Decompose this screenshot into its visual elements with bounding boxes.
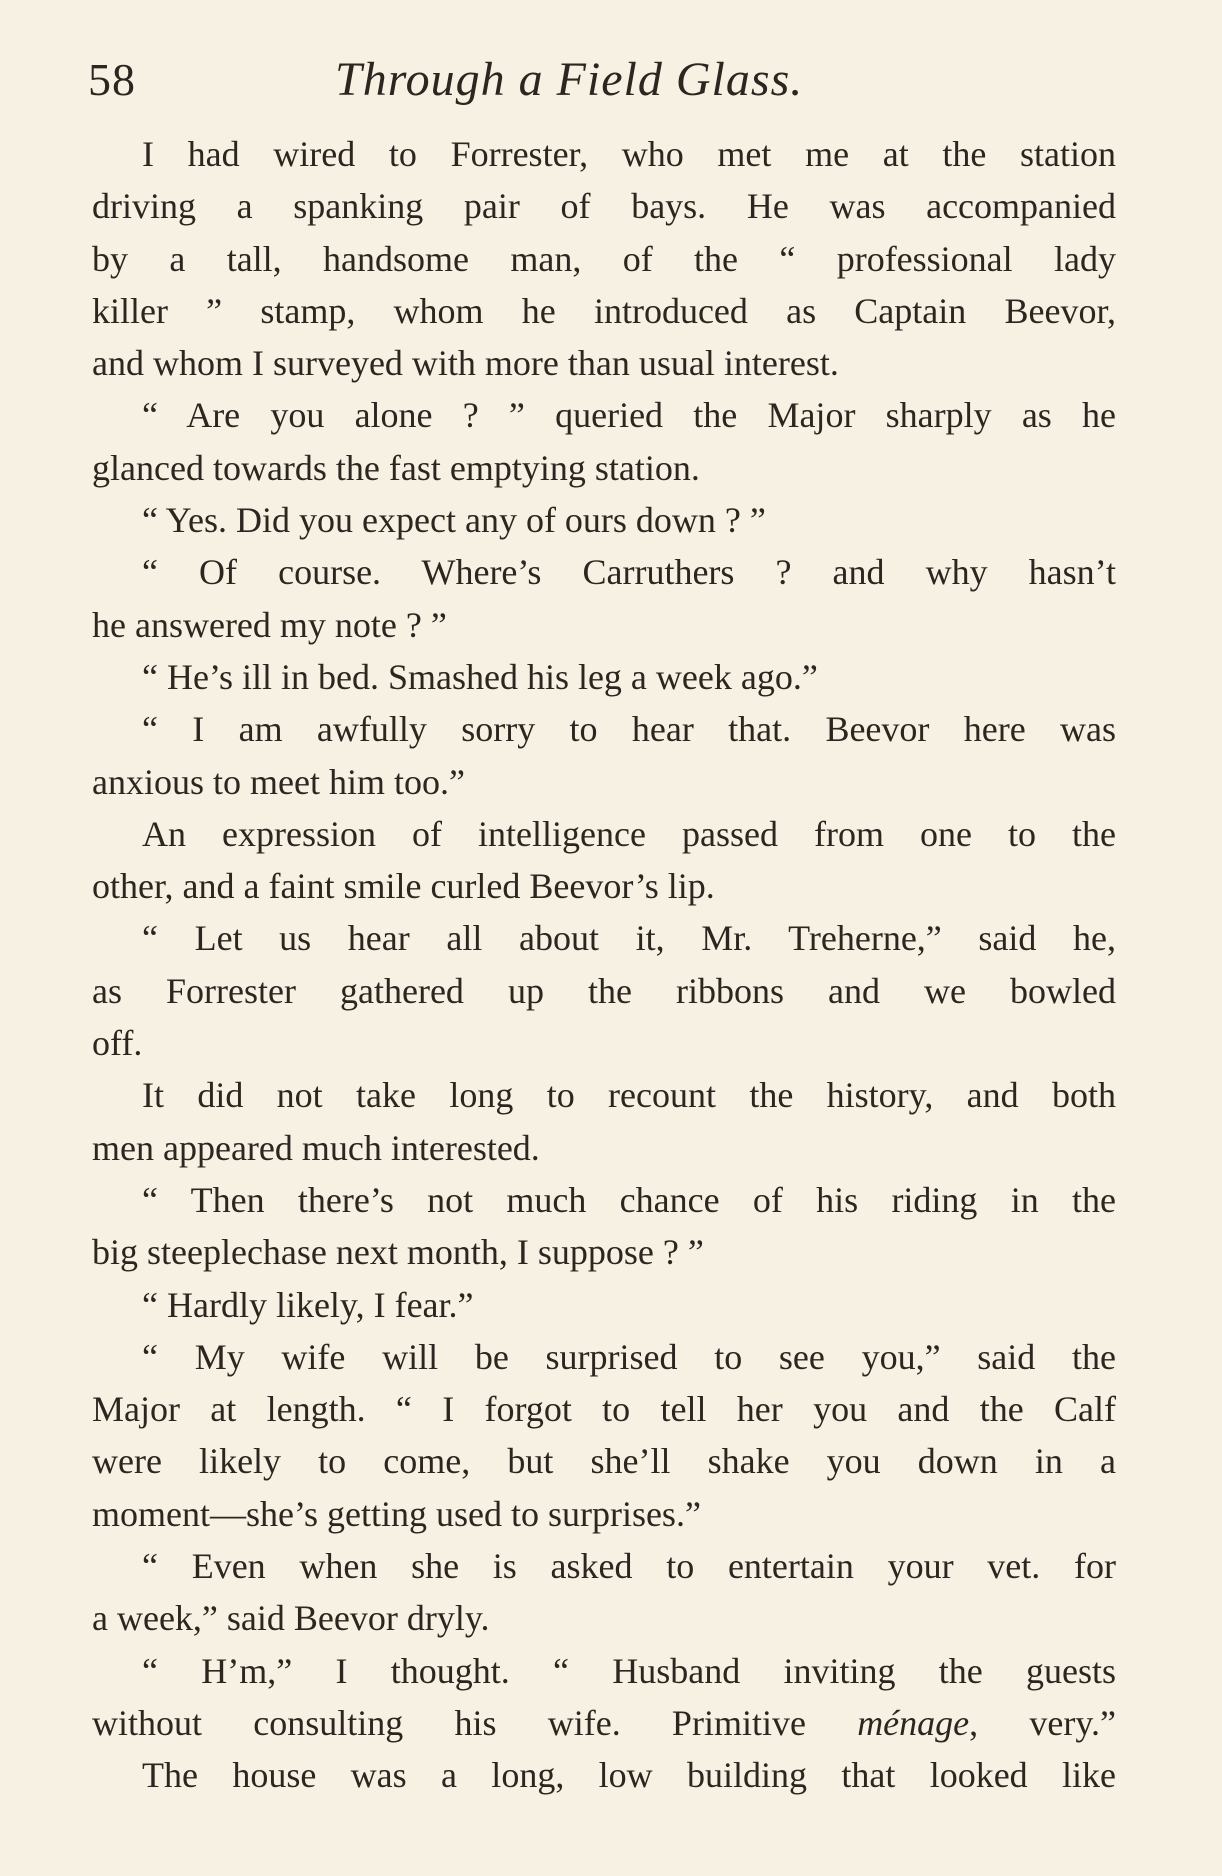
body-text [92,128,1116,1802]
text-line: driving a spanking pair of bays. He was accompanied [92,186,1116,227]
text-line: as Forrester gathered up the ribbons and we bowled [92,970,1116,1011]
text-line [92,1697,1116,1749]
text-line: I had wired to Forrester, who met me at the station [142,134,1116,174]
text-line: and whom I surveyed with more than usual interest. [92,343,839,384]
text-line: It did not take long to recount the history, and both [142,1075,1116,1116]
text-line: men appeared much interested. [92,1127,540,1168]
text-line: “ Even when she is asked to entertain your vet. for [142,1546,1116,1587]
text-line: a week,” said Beevor dryly. [92,1598,490,1639]
text-line: “ Yes. Did you expect any of ours down ? ” [142,500,766,541]
text-line: “ He’s ill in bed. Smashed his leg a week ago.” [142,656,818,697]
text-line: “ H’m,” I thought. “ Husband inviting the guests [142,1650,1116,1691]
page-header [88,48,1128,118]
text-line: he answered my note ? ” [92,604,447,645]
page-number: 58 [88,54,136,105]
text-line: moment—she’s getting used to surprises.” [92,1493,701,1534]
text-line: An expression of intelligence passed from one to the [142,813,1116,854]
text-line: by a tall, handsome man, of the “ professional lady [92,238,1116,279]
text-line: “ Let us hear all about it, Mr. Treherne,” said he, [142,918,1116,959]
text-line: killer ” stamp, whom he introduced as Captain Beevor, [92,290,1116,331]
text-line: “ My wife will be surprised to see you,” said the [142,1336,1116,1377]
text-line: “ I am awfully sorry to hear that. Beevor here was [142,709,1116,750]
text-line: “ Are you alone ? ” queried the Major sharply as he [142,395,1116,436]
text-line: “ Hardly likely, I fear.” [142,1284,474,1325]
text-line-end: , very.” [969,1702,1117,1743]
text-line-start: without consulting his wife. Primitive [92,1702,806,1743]
text-line: “ Of course. Where’s Carruthers ? and why hasn’t [142,552,1116,593]
text-line: “ Then there’s not much chance of his riding in the [142,1179,1116,1220]
text-line: big steeplechase next month, I suppose ? ” [92,1232,704,1273]
italic-word: ménage [857,1702,970,1743]
text-line: anxious to meet him too.” [92,761,465,802]
text-line: off. [92,1023,143,1064]
text-line: The house was a long, low building that looked like [142,1755,1116,1796]
text-line: were likely to come, but she’ll shake you down in a [92,1441,1116,1482]
text-line: other, and a faint smile curled Beevor’s lip. [92,866,715,907]
text-line: glanced towards the fast emptying station. [92,447,700,488]
text-line: Major at length. “ I forgot to tell her you and the Calf [92,1389,1116,1430]
running-title: Through a Field Glass. [335,53,804,106]
